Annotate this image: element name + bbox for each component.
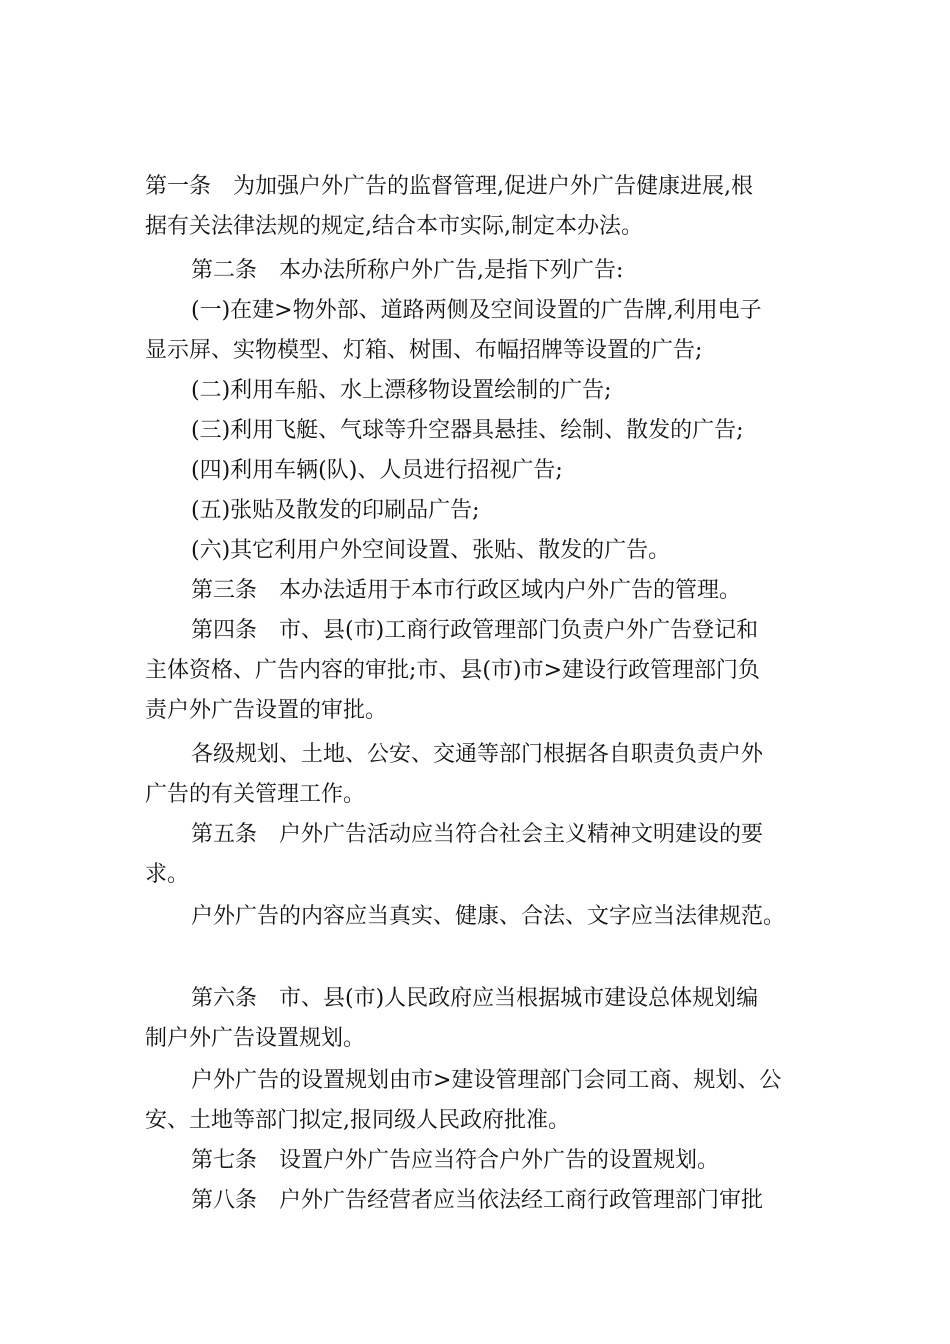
- article-1: [145, 167, 825, 247]
- text-line: (四)利用车辆(队)、人员进行招视广告;: [191, 458, 563, 483]
- text-line: 户外广告的设置规划由市>建设管理部门会同工商、规划、公: [191, 1068, 782, 1093]
- article-number: 第八条: [191, 1188, 258, 1213]
- text-line: (三)利用飞艇、气球等升空器具悬挂、绘制、散发的广告;: [191, 418, 744, 443]
- article-4: [145, 611, 825, 731]
- text-line: 求。: [145, 862, 190, 887]
- text-line: 显示屏、实物模型、灯箱、树围、布幅招牌等设置的广告;: [145, 338, 703, 363]
- article-number: 第四条: [191, 618, 258, 643]
- article-5-paragraph-2: [145, 897, 871, 937]
- text-line: 制户外广告设置规划。: [145, 1026, 366, 1051]
- text-line: 第四条 市、县(市)工商行政管理部门负责户外广告登记和: [191, 618, 759, 643]
- article-5: [145, 815, 825, 895]
- article-number: 第七条: [191, 1148, 258, 1173]
- text-line: 第六条 市、县(市)人民政府应当根据城市建设总体规划编: [191, 986, 759, 1011]
- clause-5: [145, 491, 871, 531]
- text-line: 各级规划、土地、公安、交通等部门根据各自职责负责户外: [191, 742, 764, 767]
- article-number: 第三条: [191, 578, 258, 603]
- article-2: [145, 251, 871, 291]
- text-line: 主体资格、广告内容的审批;市、县(市)市>建设行政管理部门负: [145, 658, 761, 683]
- article-number: 第六条: [191, 986, 258, 1011]
- text-line: (二)利用车船、水上漂移物设置绘制的广告;: [191, 378, 612, 403]
- clause-1: [145, 291, 825, 371]
- text-line: 第五条 户外广告活动应当符合社会主义精神文明建设的要: [191, 822, 764, 847]
- clause-4: [145, 451, 871, 491]
- text-line: 据有关法律法规的规定,结合本市实际,制定本办法。: [145, 214, 643, 239]
- text-line: 第七条 设置户外广告应当符合户外广告的设置规划。: [191, 1148, 720, 1173]
- article-6: [145, 979, 825, 1059]
- article-number: 第一条: [145, 174, 212, 199]
- text-line: (六)其它利用户外空间设置、张贴、散发的广告。: [191, 538, 671, 563]
- text-line: 广告的有关管理工作。: [145, 782, 366, 807]
- article-6-paragraph-2: [145, 1061, 825, 1141]
- clause-2: [145, 371, 871, 411]
- text-line: 安、土地等部门拟定,报同级人民政府批准。: [145, 1108, 570, 1133]
- text-line: (一)在建>物外部、道路两侧及空间设置的广告牌,利用电子: [191, 298, 762, 323]
- clause-6: [145, 531, 871, 571]
- text-line: 第二条 本办法所称户外广告,是指下列广告:: [191, 258, 624, 283]
- text-line: 第八条 户外广告经营者应当依法经工商行政管理部门审批: [191, 1188, 764, 1213]
- article-7: [145, 1141, 871, 1181]
- article-8: [145, 1181, 871, 1221]
- article-number: 第二条: [191, 258, 258, 283]
- text-line: 第一条 为加强户外广告的监督管理,促进户外广告健康进展,根: [145, 174, 754, 199]
- article-4-paragraph-2: [145, 735, 825, 815]
- text-line: 责户外广告设置的审批。: [145, 698, 388, 723]
- text-line: 第三条 本办法适用于本市行政区域内户外广告的管理。: [191, 578, 742, 603]
- clause-3: [145, 411, 871, 451]
- article-number: 第五条: [191, 822, 258, 847]
- text-line: 户外广告的内容应当真实、健康、合法、文字应当法律规范。: [191, 904, 786, 929]
- text-line: (五)张贴及散发的印刷品广告;: [191, 498, 480, 523]
- article-3: [145, 571, 871, 611]
